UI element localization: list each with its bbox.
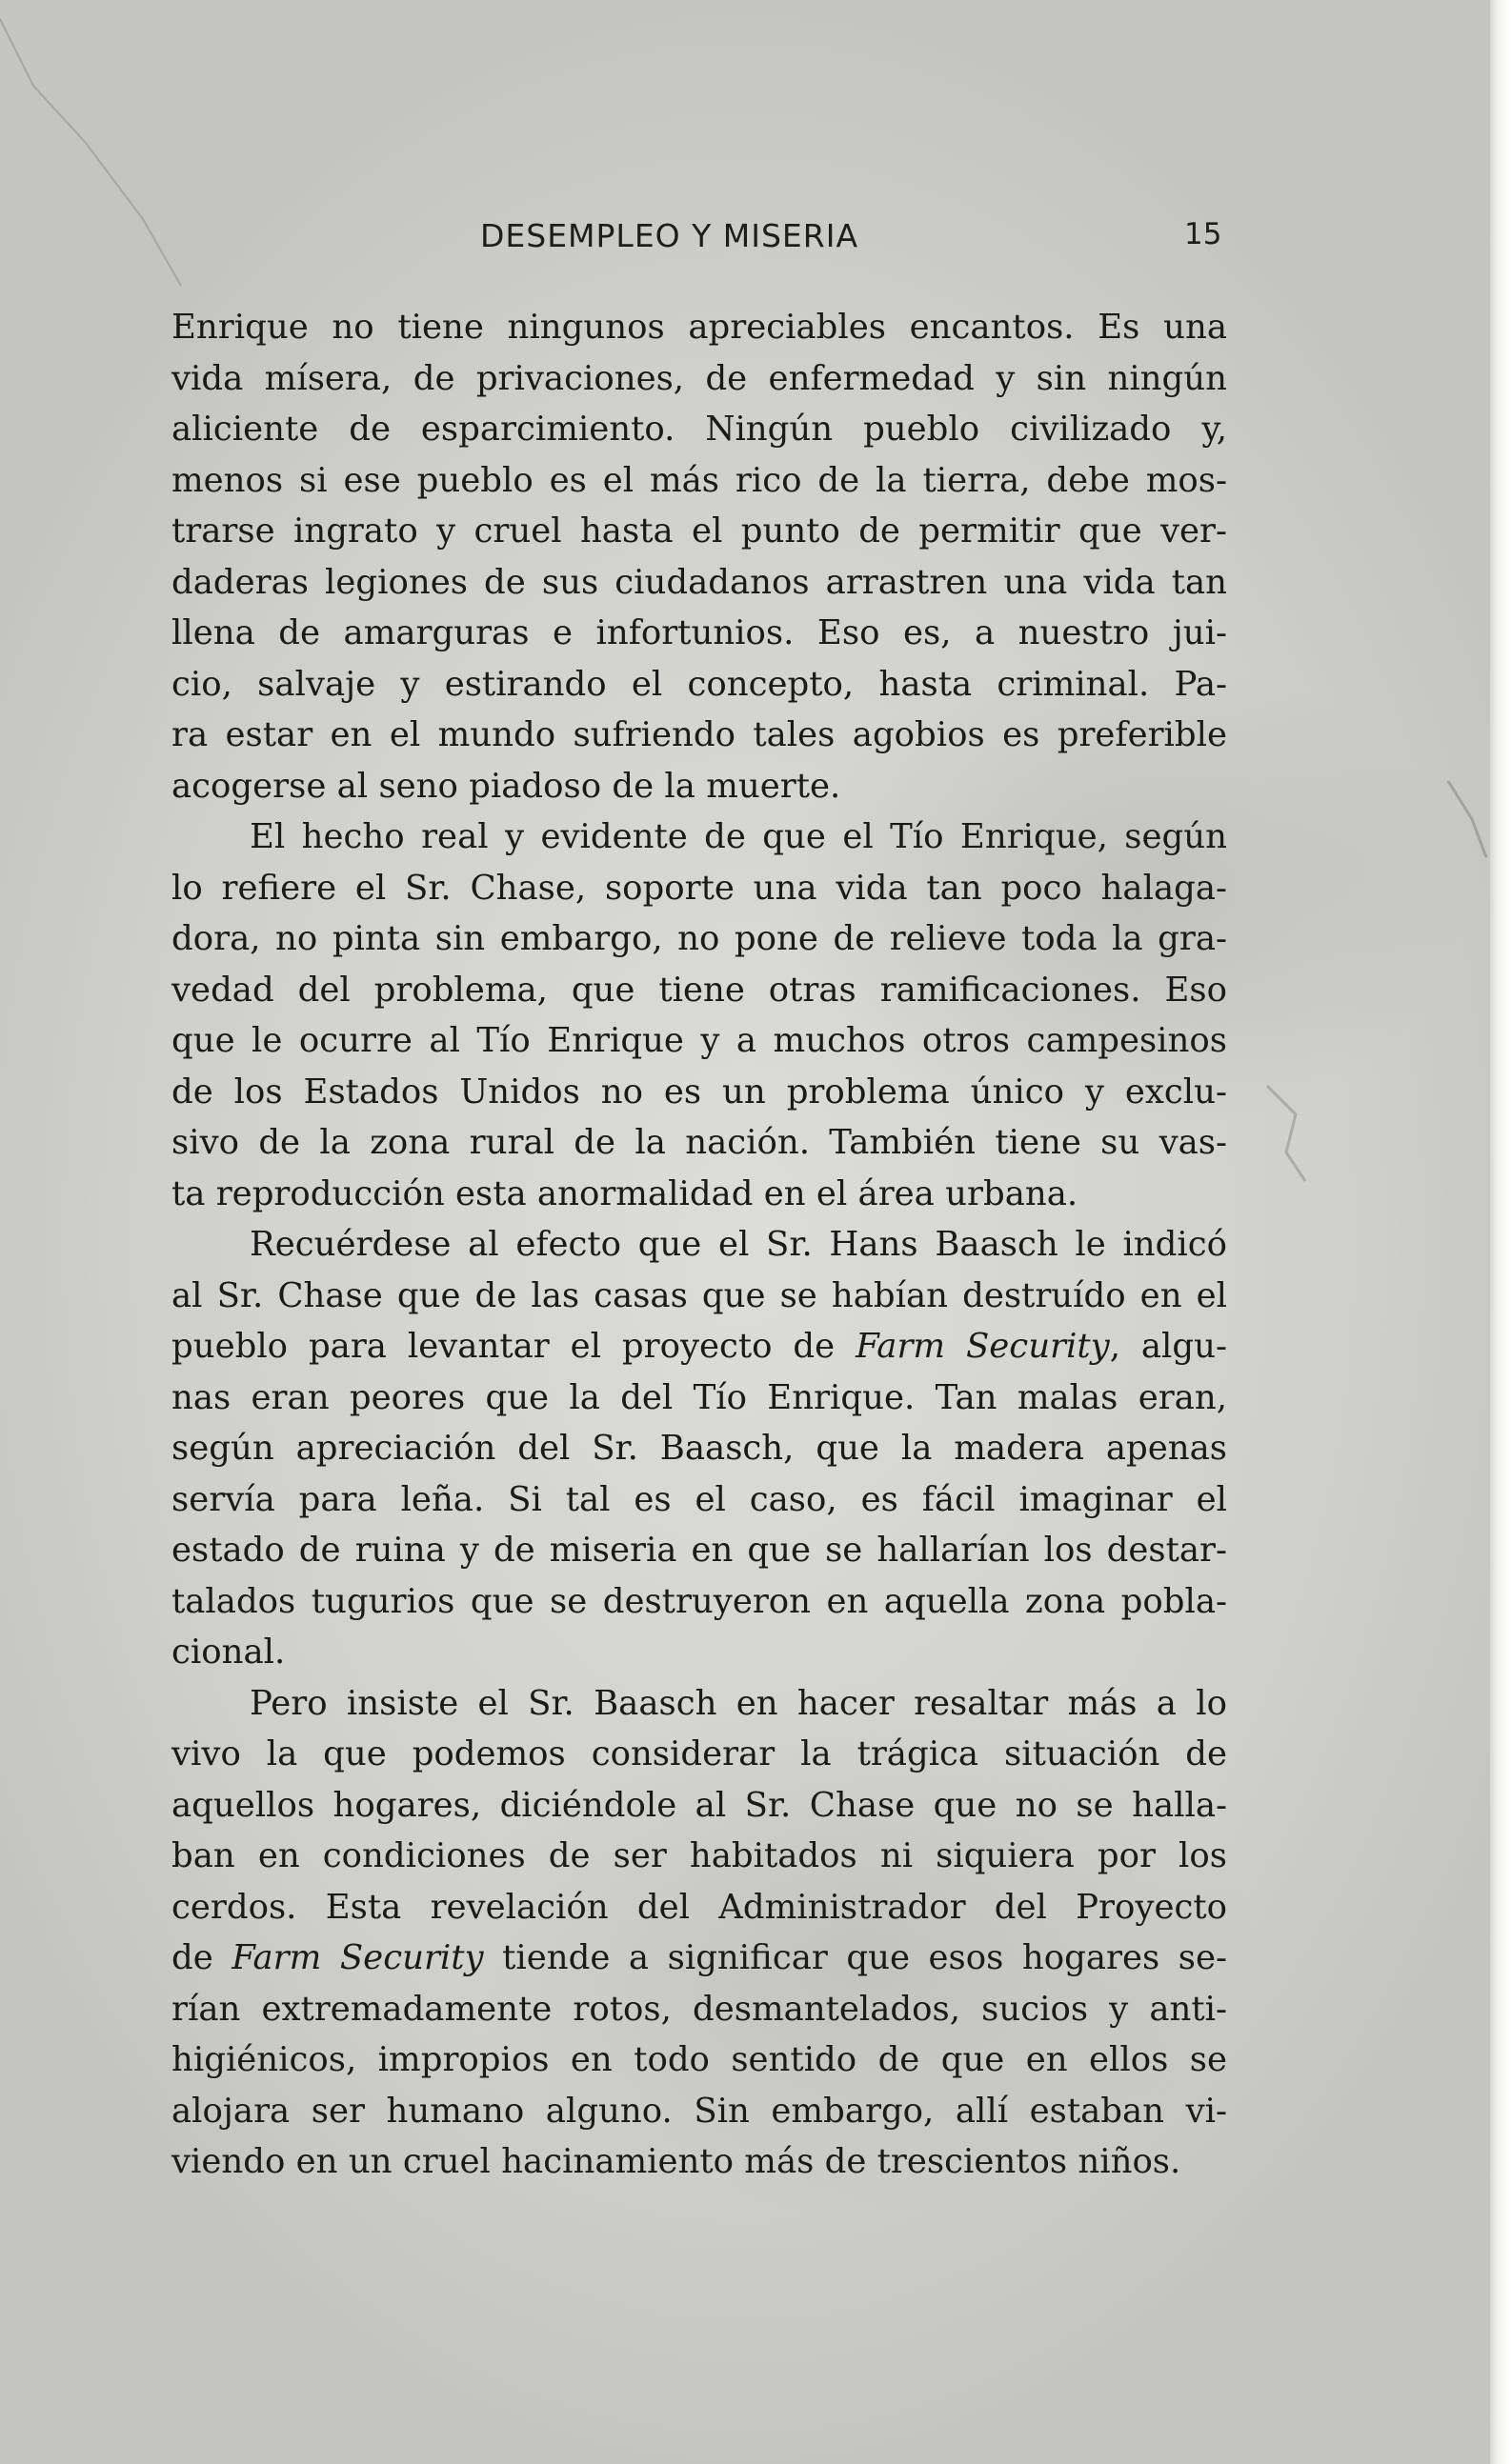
text-line: alojara ser humano alguno. Sin embargo, allí estaban vi- [171,2091,1227,2131]
text-line: ra estar en el mundo sufriendo tales agobios es preferible [171,715,1227,754]
text-line: al Sr. Chase que de las casas que se habían destruído en el [171,1275,1227,1315]
text-line: llena de amarguras e infortunios. Eso es, a nuestro jui- [171,613,1227,652]
text-line: de los Estados Unidos no es un problema único y exclu- [171,1072,1227,1112]
text-line: menos si ese pueblo es el más rico de la tierra, debe mos- [171,460,1227,500]
text-line: Enrique no tiene ningunos apreciables encantos. Es una [171,308,1227,347]
text-line: lo refiere el Sr. Chase, soporte una vida tan poco halaga- [171,868,1227,908]
text-line: vivo la que podemos considerar la trágica situación de [171,1734,1227,1773]
paragraph [171,1678,1227,2188]
text-line: estado de ruina y de miseria en que se hallarían los destar- [171,1531,1227,1570]
text-line: daderas legiones de sus ciudadanos arrastren una vida tan [171,562,1227,602]
paragraph [171,302,1227,811]
body-text [171,302,1227,2188]
text-line: nas eran peores que la del Tío Enrique. Tan malas eran, [171,1377,1227,1417]
paragraph [171,811,1227,1219]
text-line: cerdos. Esta revelación del Administrador del Proyecto [171,1887,1227,1927]
page-number: 15 [1184,217,1222,251]
text-line: cional. [171,1633,286,1672]
text-line: vida mísera, de privaciones, de enfermedad y sin ningún [171,358,1227,398]
text-line: ta reproducción esta anormalidad en el área urbana. [171,1173,1078,1213]
text-line: servía para leña. Si tal es el caso, es fácil imaginar el [171,1479,1227,1519]
running-head [0,217,1511,265]
text-line: cio, salvaje y estirando el concepto, hasta criminal. Pa- [171,664,1227,704]
text-line: vedad del problema, que tiene otras ramificaciones. Eso [171,970,1227,1010]
text-line: viendo en un cruel hacinamiento más de trescientos niños. [171,2142,1181,2181]
text-line: sivo de la zona rural de la nación. También tiene su vas- [171,1123,1227,1162]
text-line: ban en condiciones de ser habitados ni siquiera por los [171,1836,1227,1875]
text-line: de Farm Security tiende a significar que esos hogares se- [171,1938,1227,1977]
italic-text: Farm Security [232,1938,484,1977]
page-edge [1490,0,1511,2464]
text-line: aquellos hogares, diciéndole al Sr. Chase que no se halla- [171,1785,1227,1825]
paragraph [171,1219,1227,1678]
text-line: El hecho real y evidente de que el Tío Enrique, según [250,817,1227,856]
text-line: talados tugurios que se destruyeron en aquella zona pobla- [171,1581,1227,1621]
text-line: acogerse al seno piadoso de la muerte. [171,766,841,806]
text-line: pueblo para levantar el proyecto de Farm Security, algu- [171,1327,1227,1366]
text-line: según apreciación del Sr. Baasch, que la madera apenas [171,1429,1227,1468]
italic-text: Farm Security [856,1327,1110,1366]
text-line: rían extremadamente rotos, desmantelados, sucios y anti- [171,1989,1227,2029]
text-line: aliciente de esparcimiento. Ningún pueblo civilizado y, [171,410,1227,449]
text-line: higiénicos, impropios en todo sentido de que en ellos se [171,2040,1227,2079]
text-line: Recuérdese al efecto que el Sr. Hans Baasch le indicó [250,1225,1227,1264]
text-line: dora, no pinta sin embargo, no pone de relieve toda la gra- [171,919,1227,958]
text-line: trarse ingrato y cruel hasta el punto de permitir que ver- [171,511,1227,551]
text-line: que le ocurre al Tío Enrique y a muchos otros campesinos [171,1021,1227,1060]
text-line: Pero insiste el Sr. Baasch en hacer resaltar más a lo [250,1683,1227,1723]
running-title: DESEMPLEO Y MISERIA [480,217,859,254]
